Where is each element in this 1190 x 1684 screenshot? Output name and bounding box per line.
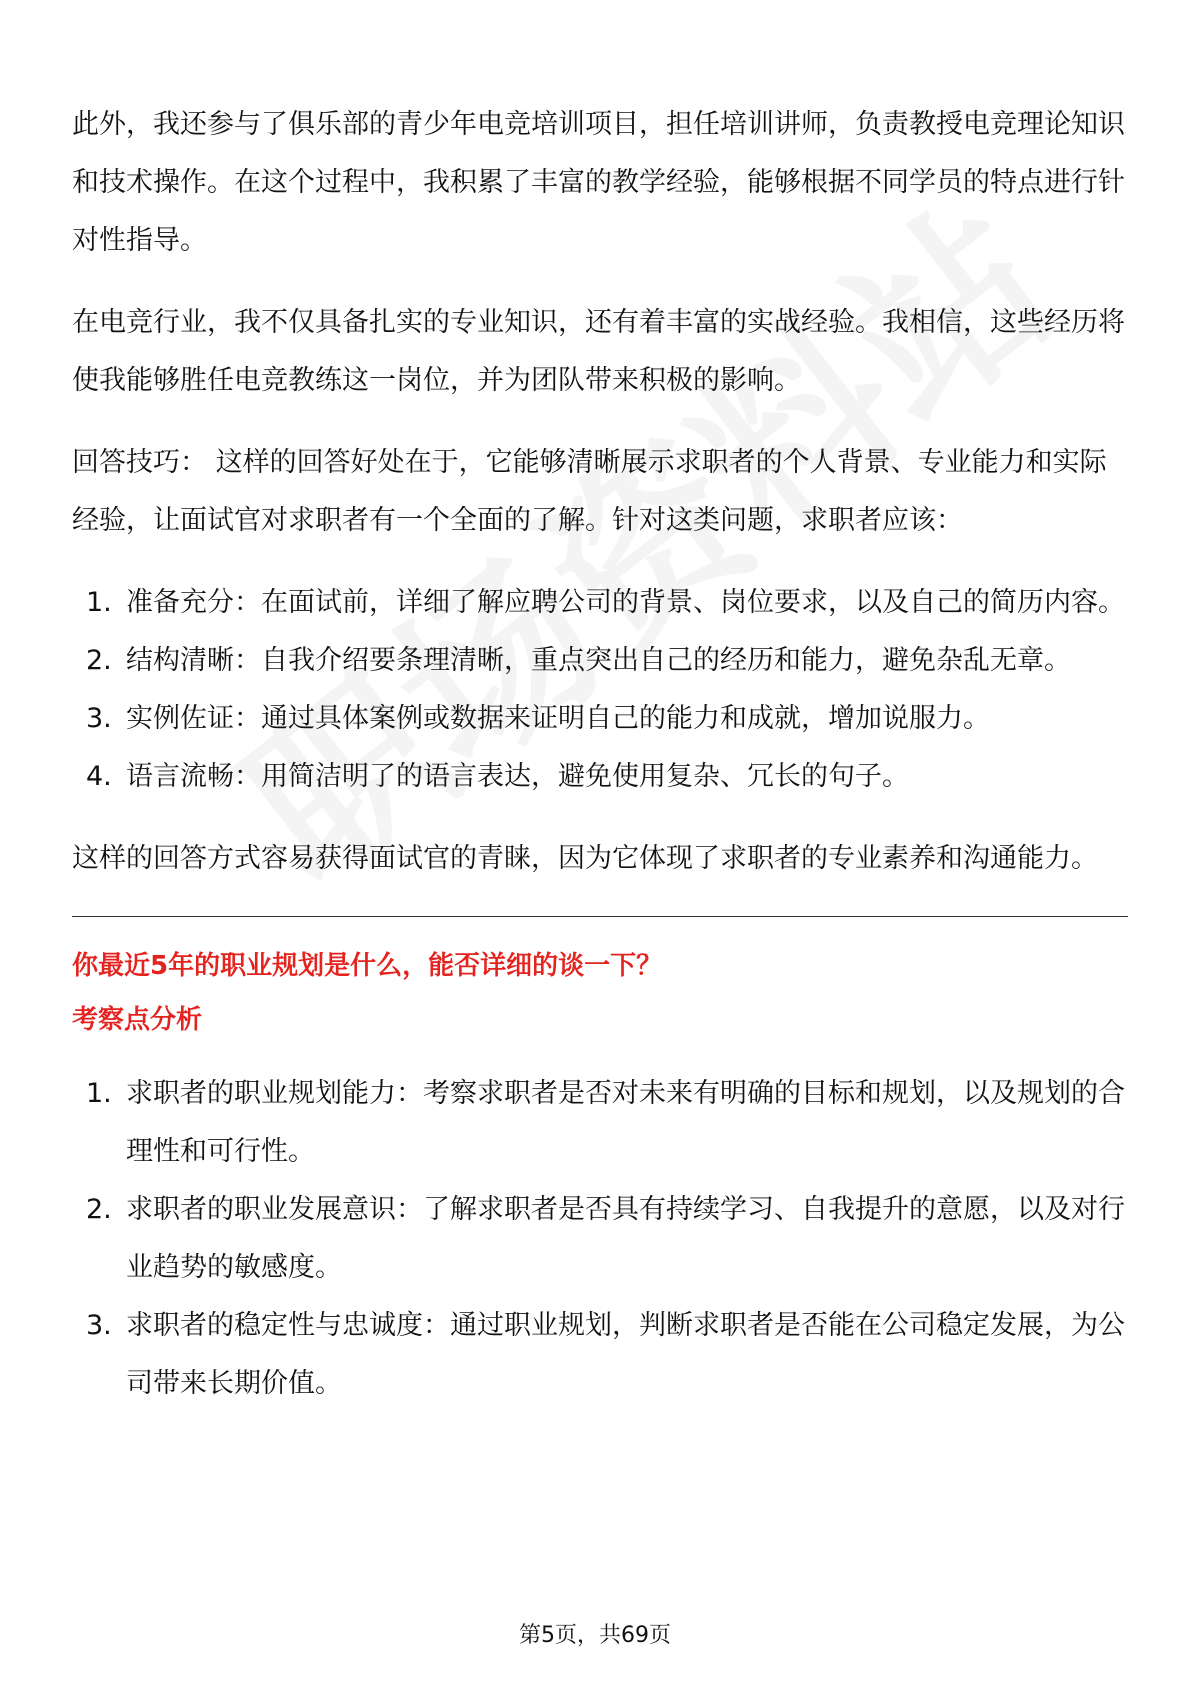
list-number: 2. [86, 1194, 112, 1225]
paragraph-training: 此外，我还参与了俱乐部的青少年电竞培训项目，担任培训讲师，负责教授电竞理论知识和技术操作。在这个过程中，我积累了丰富的教学经验，能够根据不同学员的特点进行针对性指导。 [72, 109, 1125, 256]
list-text: 结构清晰：自我介绍要条理清晰，重点突出自己的经历和能力，避免杂乱无章。 [126, 645, 1071, 676]
list-item [72, 1065, 1128, 1181]
list-item [72, 1181, 1128, 1297]
section-divider [72, 916, 1128, 917]
list-text: 准备充分：在面试前，详细了解应聘公司的背景、岗位要求，以及自己的简历内容。 [126, 587, 1125, 618]
list-text: 求职者的职业规划能力：考察求职者是否对未来有明确的目标和规划，以及规划的合理性和可行性。 [126, 1078, 1125, 1167]
list-number: 1. [86, 1078, 112, 1109]
list-item [72, 690, 1128, 748]
list-item [72, 574, 1128, 632]
list-item [72, 1297, 1128, 1413]
tips-list [72, 574, 1128, 806]
page-content [72, 96, 1128, 1437]
paragraph-answer-tips: 回答技巧： 这样的回答好处在于，它能够清晰展示求职者的个人背景、专业能力和实际经验，让面试官对求职者有一个全面的了解。针对这类问题，求职者应该： [72, 447, 1107, 536]
analysis-list [72, 1065, 1128, 1413]
list-number: 3. [86, 703, 112, 734]
list-number: 3. [86, 1310, 112, 1341]
list-text: 语言流畅：用简洁明了的语言表达，避免使用复杂、冗长的句子。 [126, 761, 909, 792]
closing-paragraph: 这样的回答方式容易获得面试官的青睐，因为它体现了求职者的专业素养和沟通能力。 [72, 843, 1098, 874]
analysis-heading: 考察点分析 [72, 1005, 203, 1035]
list-text: 求职者的稳定性与忠诚度：通过职业规划，判断求职者是否能在公司稳定发展，为公司带来长期价值。 [126, 1310, 1125, 1399]
question-heading: 你最近5年的职业规划是什么，能否详细的谈一下？ [72, 951, 663, 981]
list-text: 实例佐证：通过具体案例或数据来证明自己的能力和成就，增加说服力。 [126, 703, 990, 734]
list-number: 2. [86, 645, 112, 676]
list-text: 求职者的职业发展意识：了解求职者是否具有持续学习、自我提升的意愿，以及对行业趋势的敏感度。 [126, 1194, 1125, 1283]
list-item [72, 632, 1128, 690]
list-number: 4. [86, 761, 112, 792]
paragraph-experience: 在电竞行业，我不仅具备扎实的专业知识，还有着丰富的实战经验。我相信，这些经历将使我能够胜任电竞教练这一岗位，并为团队带来积极的影响。 [72, 307, 1125, 396]
list-number: 1. [86, 587, 112, 618]
page-footer: 第5页，共69页 [519, 1623, 671, 1648]
list-item [72, 748, 1128, 806]
